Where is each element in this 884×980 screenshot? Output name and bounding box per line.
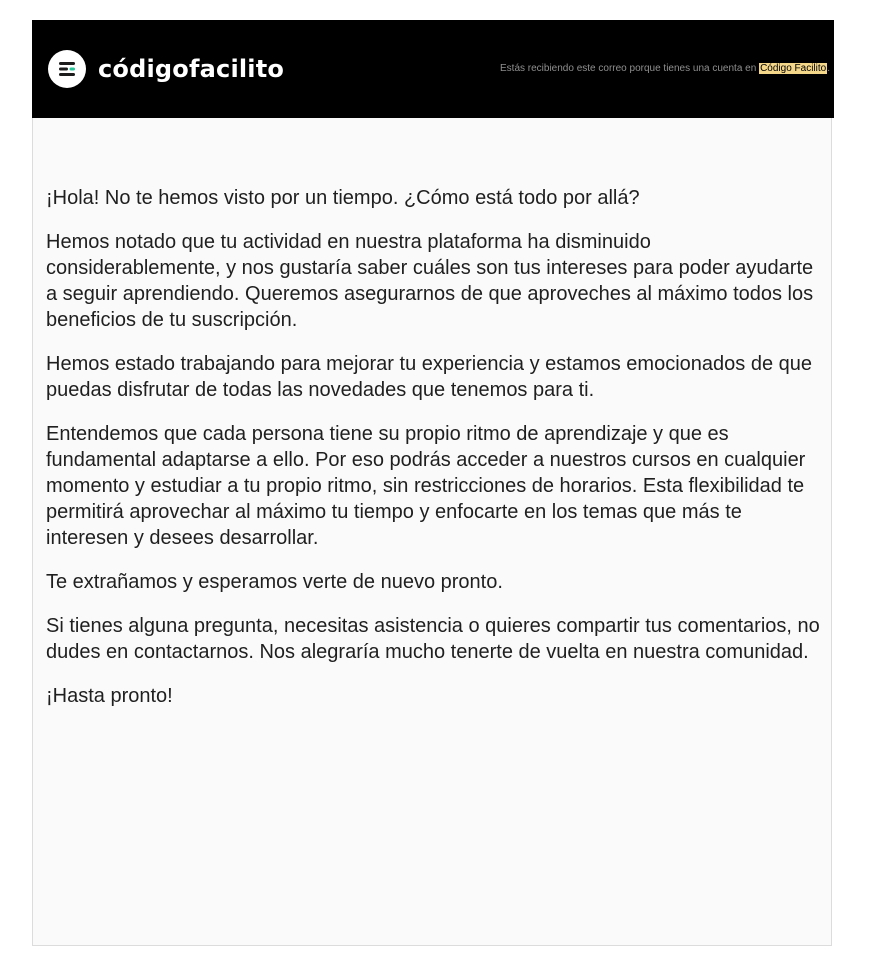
account-notice bbox=[500, 62, 830, 76]
closing-paragraph: ¡Hasta pronto! bbox=[46, 685, 173, 707]
brand-name: códigofacilito bbox=[98, 55, 285, 83]
account-notice-text: Estás recibiendo este correo porque tienes una cuenta en bbox=[500, 63, 760, 74]
codigo-facilito-link[interactable]: Código Facilito bbox=[760, 63, 827, 74]
body-paragraph: Te extrañamos y esperamos verte de nuevo pronto. bbox=[46, 571, 503, 593]
email-header bbox=[32, 20, 834, 118]
greeting-paragraph: ¡Hola! No te hemos visto por un tiempo. ¿Cómo está todo por allá? bbox=[46, 187, 640, 209]
brand-logo[interactable] bbox=[48, 50, 284, 88]
body-paragraph: Hemos notado que tu actividad en nuestra plataforma ha disminuido considerablemente, y nos gustaría saber cuáles son tus intereses para poder ayudarte a seguir aprendiendo. Queremos asegurarnos de que aproveches al máximo todos los beneficios de tu suscripción. bbox=[46, 231, 814, 331]
body-paragraph: Hemos estado trabajando para mejorar tu experiencia y estamos emocionados de que puedas disfrutar de todas las novedades que tenemos para ti. bbox=[46, 353, 812, 401]
email-container bbox=[32, 20, 832, 946]
account-notice-end: . bbox=[827, 63, 830, 74]
body-paragraph: Si tienes alguna pregunta, necesitas asistencia o quieres compartir tus comentarios, no dudes en contactarnos. Nos alegraría mucho tenerte de vuelta en nuestra comunidad. bbox=[46, 615, 820, 663]
email-body bbox=[46, 185, 826, 727]
codigofacilito-logo-icon bbox=[48, 50, 86, 88]
body-paragraph: Entendemos que cada persona tiene su propio ritmo de aprendizaje y que es fundamental adaptarse a ello. Por eso podrás acceder a nuestros cursos en cualquier momento y estudiar a tu propio ritmo, sin restricciones de horarios. Esta flexibilidad te permitirá aprovechar al máximo tu tiempo y enfocarte en los temas que más te interesen y desees desarrollar. bbox=[46, 423, 806, 549]
